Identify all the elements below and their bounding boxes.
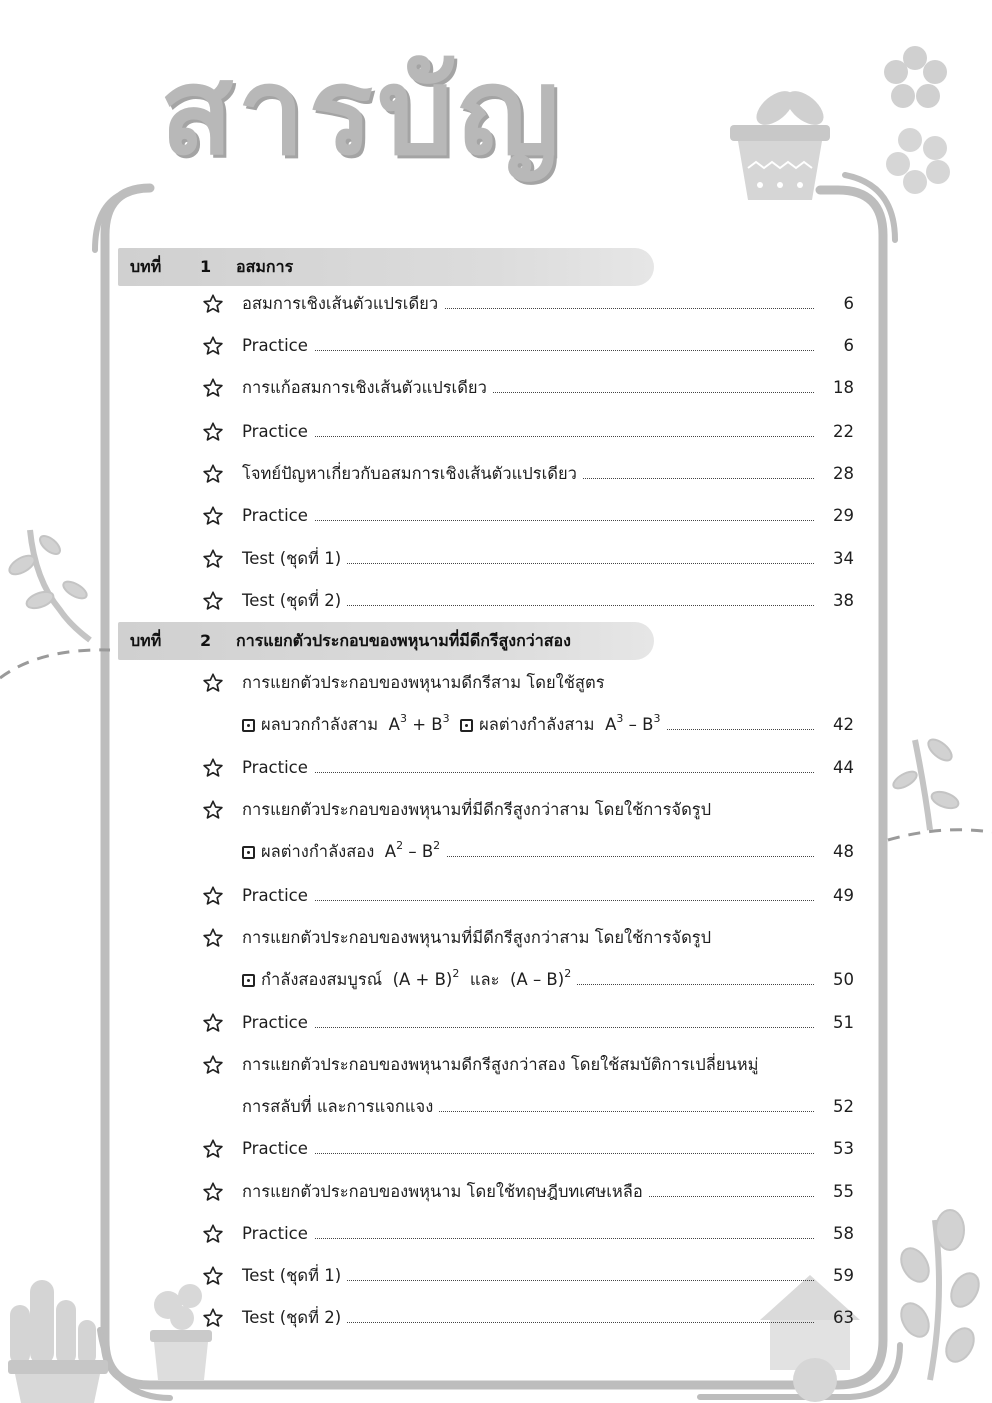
- dot-leader: [242, 520, 814, 521]
- star-outline-icon: [202, 1307, 224, 1329]
- entry-title: Practice: [242, 1134, 314, 1164]
- page-number: 55: [833, 1182, 854, 1201]
- dot-leader: [242, 1027, 814, 1028]
- star-outline-icon: [202, 672, 224, 694]
- entry-title: การแยกตัวประกอบของพหุนามดีกรีสูงกว่าสอง โดยใช้สมบัติการเปลี่ยนหมู่: [242, 1050, 765, 1080]
- chapter-label: บทที่: [130, 631, 162, 650]
- formula-line: ผลบวกกำลังสาม $A^3 + B^3$ ผลต่างกำลังสาม $A^3 - B^3$: [242, 710, 666, 740]
- toc-entry[interactable]: [202, 1219, 858, 1249]
- toc-entry[interactable]: [202, 668, 858, 698]
- star-outline-icon: [202, 927, 224, 949]
- toc-entry[interactable]: [202, 331, 858, 361]
- page-number: 48: [833, 842, 854, 861]
- toc-entry[interactable]: [202, 459, 858, 489]
- entry-title: Test (ชุดที่ 2): [242, 586, 347, 616]
- entry-title: Test (ชุดที่ 1): [242, 1261, 347, 1291]
- page-number: 51: [833, 1013, 854, 1032]
- toc-entry[interactable]: [202, 753, 858, 783]
- dot-leader: [242, 436, 814, 437]
- page-number: 44: [833, 758, 854, 777]
- page-number: 63: [833, 1308, 854, 1327]
- toc-entry[interactable]: [202, 289, 858, 319]
- star-outline-icon: [202, 421, 224, 443]
- dotted-square-icon: [242, 974, 255, 987]
- toc-entry[interactable]: [202, 501, 858, 531]
- entry-title: อสมการเชิงเส้นตัวแปรเดียว: [242, 289, 444, 319]
- page-number: 53: [833, 1139, 854, 1158]
- page-number: 50: [833, 970, 854, 989]
- star-outline-icon: [202, 885, 224, 907]
- entry-title: การแยกตัวประกอบของพหุนาม โดยใช้ทฤษฎีบทเศษเหลือ: [242, 1177, 649, 1207]
- star-outline-icon: [202, 799, 224, 821]
- star-outline-icon: [202, 757, 224, 779]
- entry-title: การแยกตัวประกอบของพหุนามที่มีดีกรีสูงกว่าสาม โดยใช้การจัดรูป: [242, 923, 717, 953]
- entry-title: Practice: [242, 1008, 314, 1038]
- toc-entry-continuation[interactable]: [202, 837, 858, 867]
- chapter-title: อสมการ: [236, 257, 294, 276]
- star-outline-icon: [202, 377, 224, 399]
- chapter-header[interactable]: [130, 248, 293, 286]
- star-outline-icon: [202, 1012, 224, 1034]
- dot-leader: [242, 900, 814, 901]
- page-number: 58: [833, 1224, 854, 1243]
- star-outline-icon: [202, 1265, 224, 1287]
- star-outline-icon: [202, 463, 224, 485]
- page-number: 38: [833, 591, 854, 610]
- dotted-square-icon: [242, 719, 255, 732]
- entry-title: Practice: [242, 1219, 314, 1249]
- dot-leader: [242, 772, 814, 773]
- page-number: 34: [833, 549, 854, 568]
- formula-line: กำลังสองสมบูรณ์ $(A + B)^2$ และ (A – B)$^2$: [242, 965, 577, 995]
- entry-title: Practice: [242, 417, 314, 447]
- page-number: 29: [833, 506, 854, 525]
- toc-entry[interactable]: [202, 1134, 858, 1164]
- entry-title: การแก้อสมการเชิงเส้นตัวแปรเดียว: [242, 373, 493, 403]
- entry-title: Practice: [242, 881, 314, 911]
- toc-entry[interactable]: [202, 1177, 858, 1207]
- toc-entry[interactable]: [202, 417, 858, 447]
- dot-leader: [242, 350, 814, 351]
- star-outline-icon: [202, 1223, 224, 1245]
- toc-entry[interactable]: [202, 373, 858, 403]
- page-title: สารบัญ: [160, 43, 564, 182]
- page-number: 59: [833, 1266, 854, 1285]
- entry-title: Practice: [242, 501, 314, 531]
- toc-entry[interactable]: [202, 586, 858, 616]
- star-outline-icon: [202, 335, 224, 357]
- entry-continuation: การสลับที่ และการแจกแจง: [242, 1092, 439, 1122]
- chapter-label: บทที่: [130, 257, 162, 276]
- dotted-square-icon: [460, 719, 473, 732]
- entry-title: Test (ชุดที่ 2): [242, 1303, 347, 1333]
- star-outline-icon: [202, 590, 224, 612]
- page-number: 52: [833, 1097, 854, 1116]
- chapter-number: 2: [200, 631, 212, 650]
- toc-entry[interactable]: [202, 1261, 858, 1291]
- chapter-title: การแยกตัวประกอบของพหุนามที่มีดีกรีสูงกว่าสอง: [236, 631, 571, 650]
- toc-entry[interactable]: [202, 1303, 858, 1333]
- toc-entry[interactable]: [202, 1008, 858, 1038]
- toc-entry[interactable]: [202, 795, 858, 825]
- page-number: 6: [843, 336, 854, 355]
- formula-line: ผลต่างกำลังสอง $A^2 - B^2$: [242, 837, 446, 867]
- entry-title: Test (ชุดที่ 1): [242, 544, 347, 574]
- star-outline-icon: [202, 293, 224, 315]
- page-number: 49: [833, 886, 854, 905]
- star-outline-icon: [202, 1054, 224, 1076]
- toc-entry[interactable]: [202, 1050, 858, 1080]
- entry-title: Practice: [242, 331, 314, 361]
- page-number: 28: [833, 464, 854, 483]
- page-number: 6: [843, 294, 854, 313]
- star-outline-icon: [202, 505, 224, 527]
- chapter-header[interactable]: [130, 622, 571, 660]
- toc-entry[interactable]: [202, 881, 858, 911]
- toc-entry-continuation[interactable]: [202, 1092, 858, 1122]
- star-outline-icon: [202, 1138, 224, 1160]
- page-number: 42: [833, 715, 854, 734]
- toc-entry[interactable]: [202, 544, 858, 574]
- entry-title: Practice: [242, 753, 314, 783]
- dot-leader: [242, 1153, 814, 1154]
- dot-leader: [242, 1238, 814, 1239]
- page-number: 18: [833, 378, 854, 397]
- toc-entry[interactable]: [202, 923, 858, 953]
- entry-title: การแยกตัวประกอบของพหุนามที่มีดีกรีสูงกว่าสาม โดยใช้การจัดรูป: [242, 795, 717, 825]
- dotted-square-icon: [242, 846, 255, 859]
- page-number: 22: [833, 422, 854, 441]
- chapter-number: 1: [200, 257, 212, 276]
- entry-title: การแยกตัวประกอบของพหุนามดีกรีสาม โดยใช้สูตร: [242, 668, 611, 698]
- entry-title: โจทย์ปัญหาเกี่ยวกับอสมการเชิงเส้นตัวแปรเดียว: [242, 459, 583, 489]
- toc-entry-continuation[interactable]: [202, 710, 858, 740]
- toc-entry-continuation[interactable]: [202, 965, 858, 995]
- star-outline-icon: [202, 548, 224, 570]
- star-outline-icon: [202, 1181, 224, 1203]
